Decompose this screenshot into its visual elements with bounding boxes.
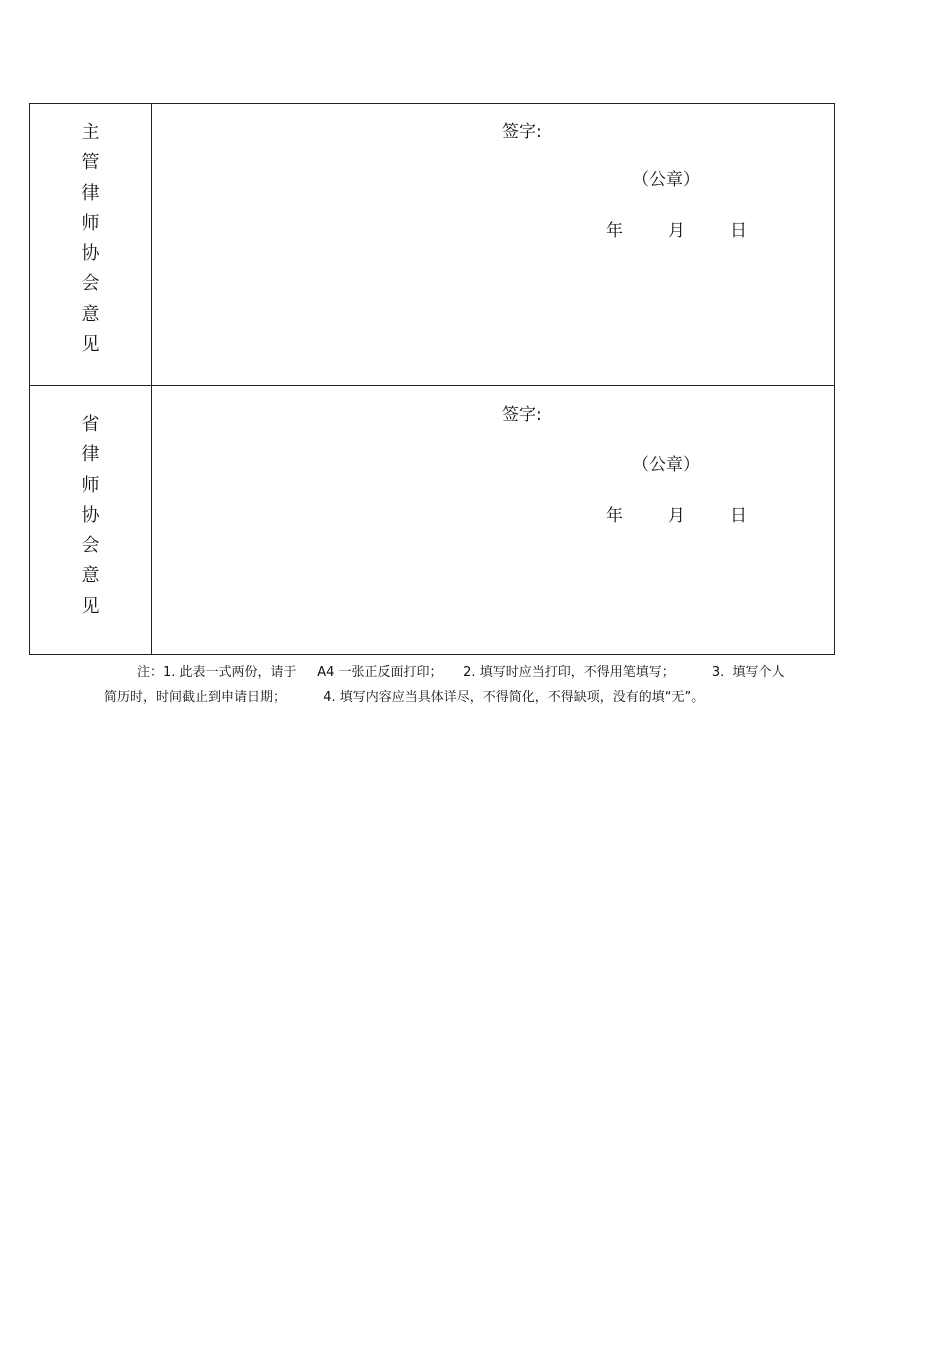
label-char: 律 (81, 182, 100, 204)
label-char: 协 (81, 504, 100, 526)
official-seal-label: （公章） (632, 455, 700, 475)
date-year-label: 年 (606, 221, 623, 241)
label-char: 师 (81, 474, 100, 496)
label-char: 协 (81, 243, 100, 265)
opinion-content-cell[interactable] (152, 104, 834, 385)
label-char: 省 (81, 414, 100, 435)
supervising-association-opinion-section (30, 104, 834, 386)
label-char: 师 (81, 212, 100, 234)
opinion-content-cell[interactable] (152, 386, 834, 654)
section-label-cell (30, 386, 152, 654)
label-char: 见 (81, 595, 100, 617)
label-char: 意 (81, 303, 100, 325)
approval-form-table (29, 103, 835, 655)
footnote-line-1: 注：1. 此表一式两份，请于 A4 一张正反面打印； 2. 填写时应当打印，不得用笔填写； 3. 填写个人 (137, 665, 785, 680)
date-month-label: 月 (668, 221, 685, 241)
label-char: 意 (81, 565, 100, 587)
label-char: 会 (81, 535, 100, 557)
label-char: 主 (81, 122, 100, 143)
label-char: 律 (81, 444, 100, 466)
official-seal-label: （公章） (632, 170, 700, 190)
signature-label: 签字: (502, 405, 542, 425)
date-day-label: 日 (730, 506, 747, 526)
label-char: 见 (81, 334, 100, 356)
signature-label: 签字: (502, 122, 542, 142)
section-label-vertical (30, 410, 151, 622)
provincial-association-opinion-section (30, 386, 834, 654)
date-day-label: 日 (730, 221, 747, 241)
label-char: 会 (81, 273, 100, 295)
label-char: 管 (81, 152, 100, 174)
section-label-cell (30, 104, 152, 385)
date-year-label: 年 (606, 506, 623, 526)
section-label-vertical (30, 118, 151, 360)
footnote-line-2: 简历时，时间截止到申请日期； 4. 填写内容应当具体详尽，不得简化，不得缺项，没有的填“无”。 (104, 690, 705, 705)
date-month-label: 月 (668, 506, 685, 526)
